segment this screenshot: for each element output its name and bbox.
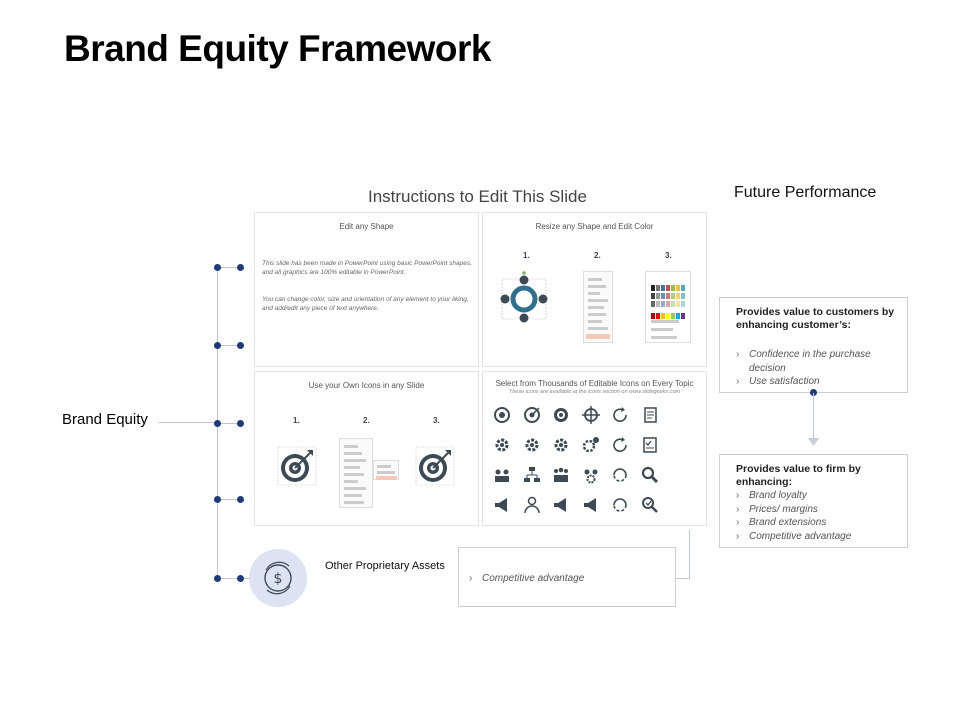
connector-dot bbox=[237, 496, 244, 503]
connector-dot bbox=[214, 496, 221, 503]
user-icon bbox=[522, 495, 542, 515]
step-number: 1. bbox=[523, 251, 530, 260]
cycle-icon bbox=[610, 495, 630, 515]
panel-subtitle: These icons are available at the icons section on www.slidegeeks.com bbox=[508, 389, 681, 395]
context-menu-mock bbox=[583, 271, 613, 343]
connector-dot bbox=[237, 575, 244, 582]
assets-connector-vertical bbox=[689, 530, 690, 579]
panel-title: Select from Thousands of Editable Icons on Every Topic bbox=[495, 379, 694, 388]
step-number: 2. bbox=[594, 251, 601, 260]
gear-icon bbox=[551, 435, 571, 455]
branch-line-5 bbox=[217, 578, 251, 579]
connector-dot bbox=[214, 342, 221, 349]
assets-box bbox=[458, 547, 676, 607]
org-chart-icon bbox=[522, 465, 542, 485]
search-check-icon bbox=[640, 495, 660, 515]
list-item: › Brand loyalty bbox=[736, 489, 851, 503]
list-item: › Confidence in the purchase decision bbox=[736, 348, 904, 375]
panel-text: You can change color, size and orientation of any element to your liking, and add/edit any piece of text anywhere. bbox=[262, 296, 469, 312]
list-item: › Competitive advantage bbox=[736, 530, 851, 544]
firm-value-heading: Provides value to firm by enhancing: bbox=[736, 463, 861, 488]
target-icon bbox=[492, 405, 512, 425]
cycle-icon bbox=[610, 465, 630, 485]
document-icon bbox=[640, 405, 660, 425]
megaphone-icon bbox=[492, 495, 512, 515]
brand-equity-connector bbox=[158, 422, 218, 423]
other-proprietary-assets-label: Other Proprietary Assets bbox=[325, 560, 445, 572]
arrow-down-icon bbox=[808, 438, 819, 447]
assets-bullets bbox=[469, 572, 584, 586]
connector-dot bbox=[214, 575, 221, 582]
connector-dot bbox=[237, 342, 244, 349]
shape-resize-icon bbox=[498, 271, 550, 327]
panel-edit-shape bbox=[254, 212, 479, 367]
refresh-icon bbox=[610, 405, 630, 425]
target-arrow-icon bbox=[415, 446, 455, 486]
list-item: › Prices/ margins bbox=[736, 503, 851, 517]
checklist-icon bbox=[640, 435, 660, 455]
down-connector bbox=[813, 393, 814, 441]
people-gear-icon bbox=[581, 465, 601, 485]
panel-title: Resize any Shape and Edit Color bbox=[535, 222, 654, 231]
list-item: › Use satisfaction bbox=[736, 375, 904, 389]
context-menu-mock bbox=[339, 438, 373, 508]
step-number: 2. bbox=[363, 416, 370, 425]
target-dart-icon bbox=[551, 405, 571, 425]
brand-equity-label: Brand Equity bbox=[62, 411, 148, 428]
gear-icon bbox=[492, 435, 512, 455]
customer-value-heading: Provides value to customers by enhancing customer’s: bbox=[736, 306, 895, 331]
connector-dot bbox=[237, 264, 244, 271]
connector-dot bbox=[214, 420, 221, 427]
crosshair-icon bbox=[581, 405, 601, 425]
color-palette-mock bbox=[645, 271, 691, 343]
team-icon bbox=[492, 465, 512, 485]
panel-resize-shape bbox=[482, 212, 707, 367]
refresh-icon bbox=[610, 435, 630, 455]
panel-own-icons bbox=[254, 371, 479, 526]
megaphone-icon bbox=[581, 495, 601, 515]
svg-text:$: $ bbox=[273, 571, 283, 587]
list-item: › Brand extensions bbox=[736, 516, 851, 530]
future-performance-heading: Future Performance bbox=[734, 184, 877, 201]
firm-value-bullets bbox=[736, 489, 851, 543]
panel-title: Use your Own Icons in any Slide bbox=[308, 381, 425, 390]
panel-title: Edit any Shape bbox=[339, 222, 394, 231]
gear-settings-icon bbox=[581, 435, 601, 455]
panel-text: This slide has been made in PowerPoint using basic PowerPoint shapes, and all graphics are 100% editable in PowerPoint. bbox=[262, 260, 472, 276]
people-icon bbox=[551, 465, 571, 485]
step-number: 1. bbox=[293, 416, 300, 425]
step-number: 3. bbox=[433, 416, 440, 425]
search-icon bbox=[640, 465, 660, 485]
target-arrow-icon bbox=[522, 405, 542, 425]
megaphone-icon bbox=[551, 495, 571, 515]
customer-value-bullets bbox=[736, 348, 904, 389]
step-number: 3. bbox=[665, 251, 672, 260]
submenu-mock bbox=[373, 460, 399, 480]
list-item: › Competitive advantage bbox=[469, 572, 584, 586]
dollar-circle bbox=[249, 549, 307, 607]
customer-value-box bbox=[719, 297, 908, 393]
connector-dot bbox=[237, 420, 244, 427]
panel-icon-library bbox=[482, 371, 707, 526]
target-arrow-icon bbox=[277, 446, 317, 486]
assets-connector bbox=[676, 578, 690, 579]
firm-value-box bbox=[719, 454, 908, 548]
gear-icon bbox=[522, 435, 542, 455]
dollar-cycle-icon bbox=[249, 549, 307, 607]
instructions-title: Instructions to Edit This Slide bbox=[368, 187, 587, 206]
page-title: Brand Equity Framework bbox=[64, 28, 491, 69]
connector-dot bbox=[214, 264, 221, 271]
